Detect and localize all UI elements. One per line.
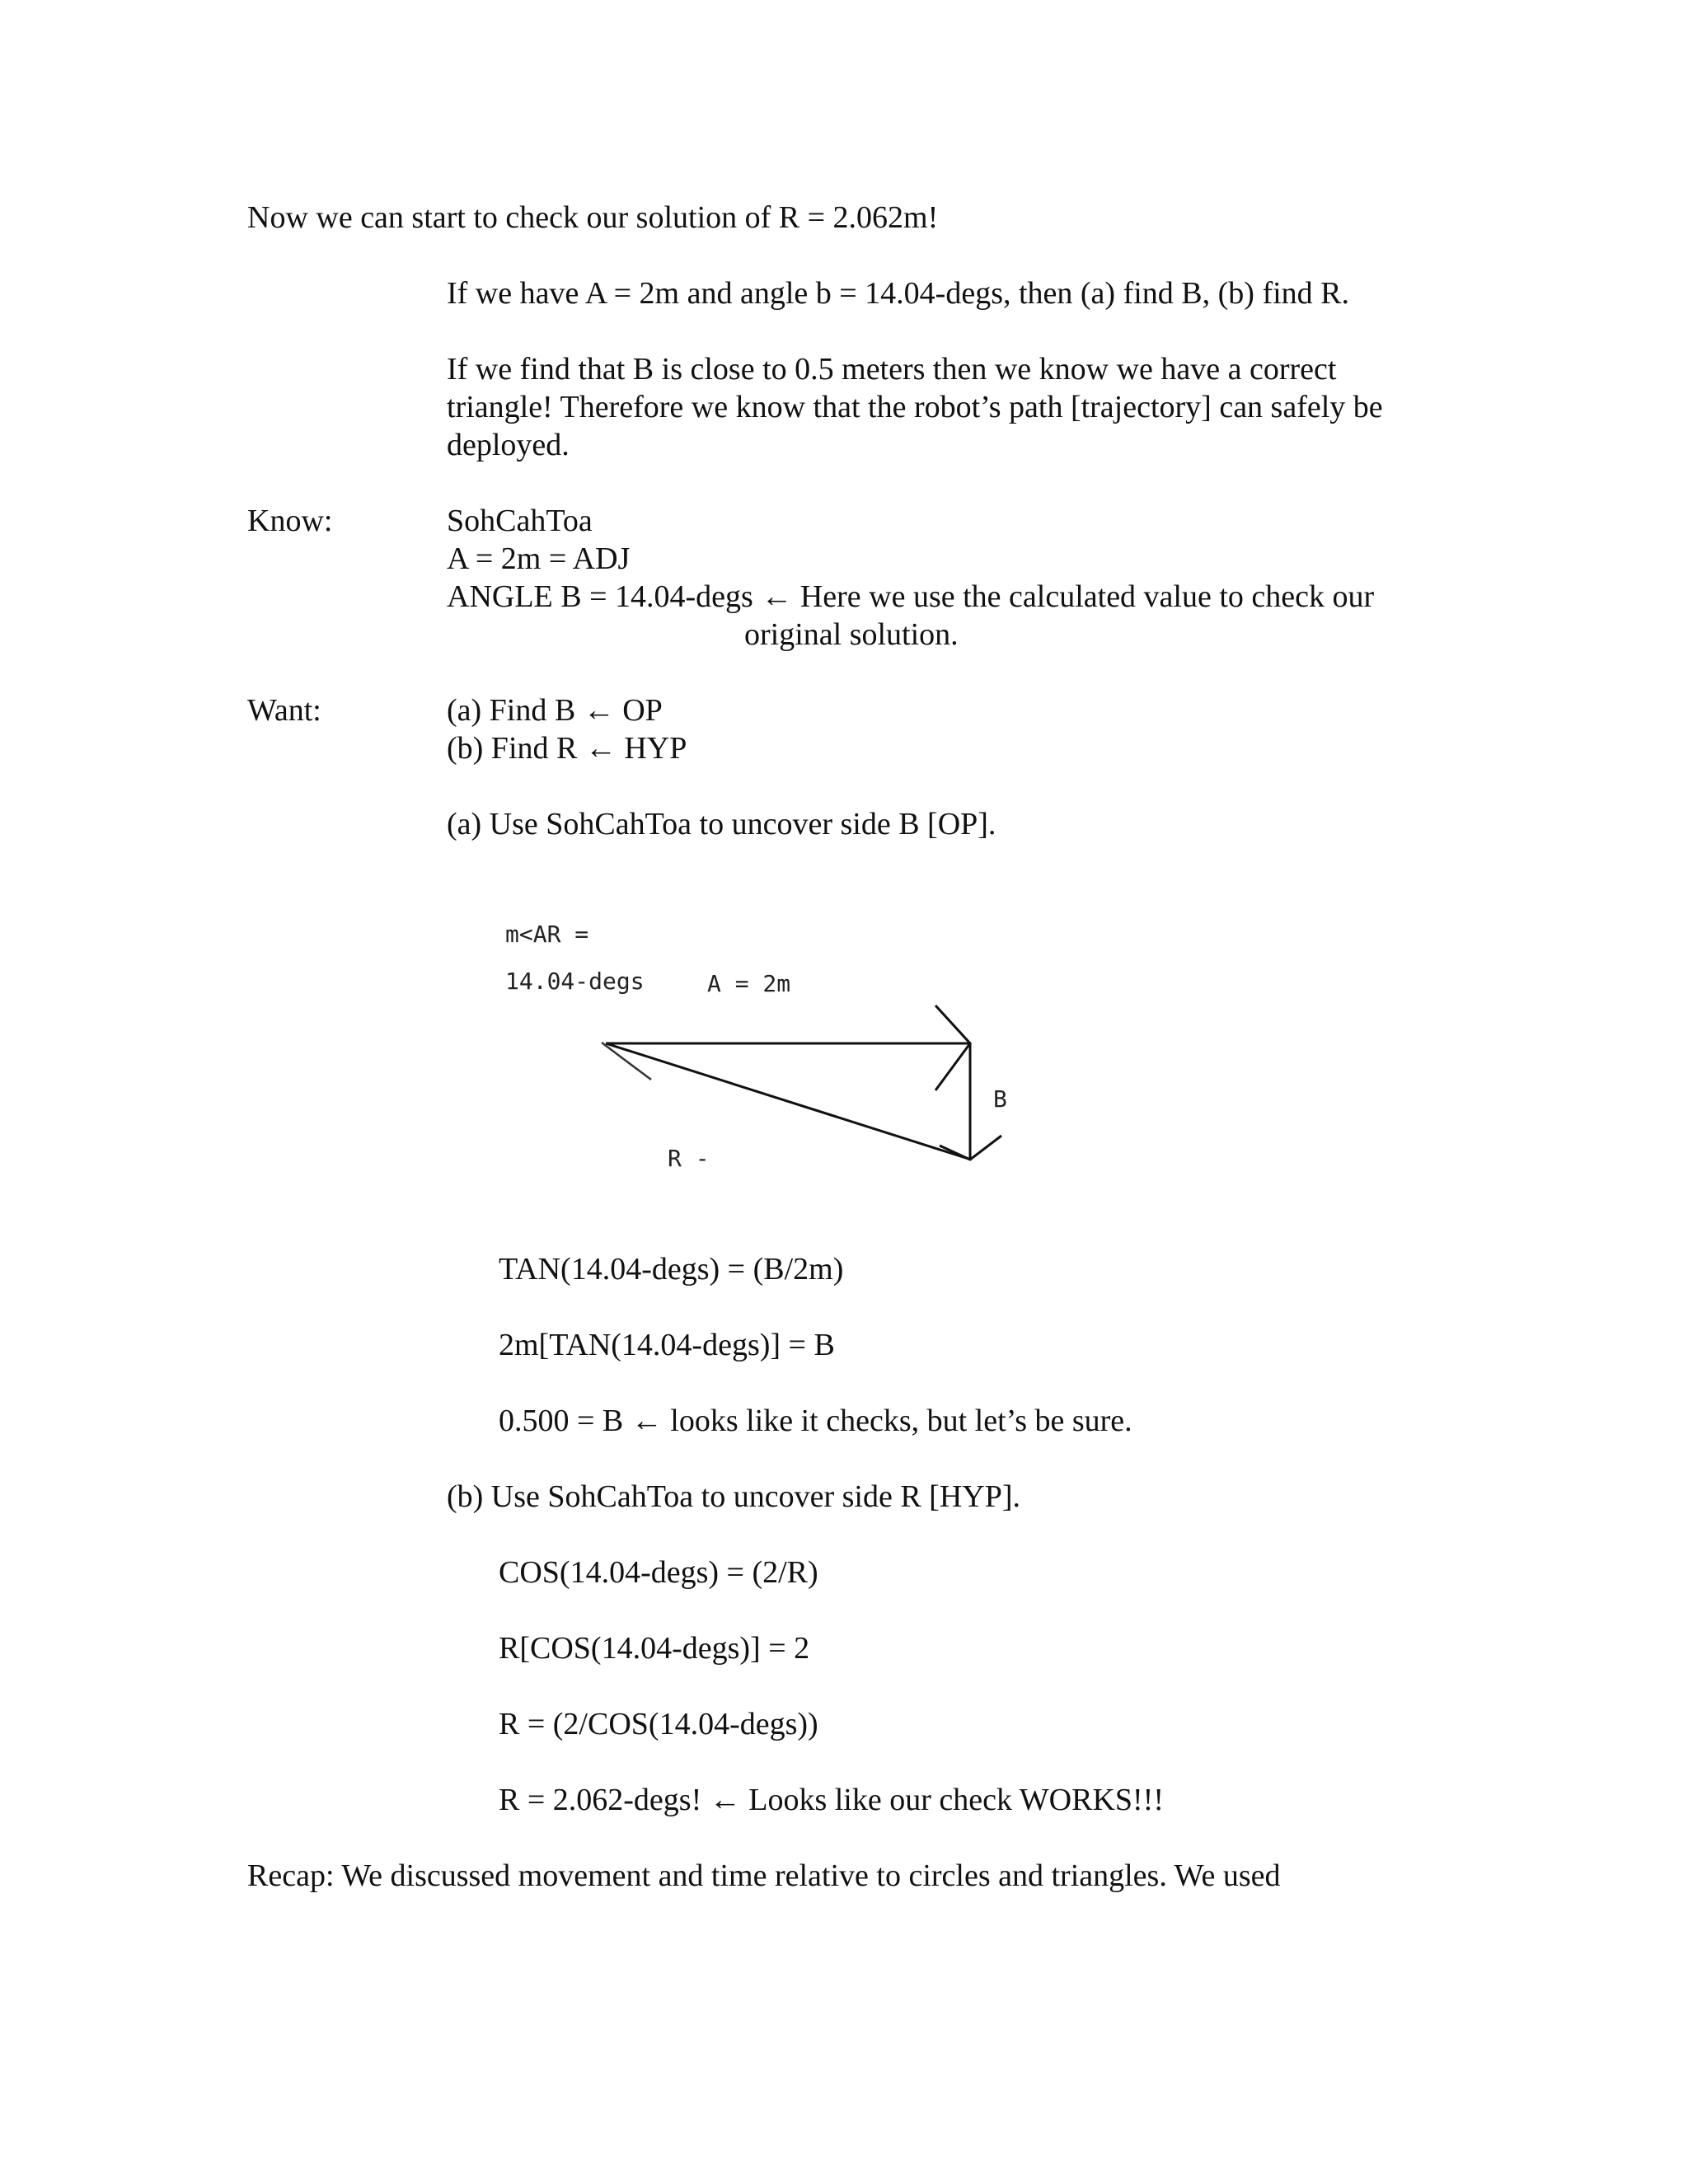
know-label: Know: xyxy=(247,504,333,538)
triangle-diagram xyxy=(495,907,1022,1187)
side-a-label: A = 2m xyxy=(707,970,791,997)
problem-statement: If we have A = 2m and angle b = 14.04-degs, then (a) find B, (b) find R. xyxy=(447,276,1350,311)
know-item: ANGLE B = 14.04-degs ← Here we use the calculated value to check our xyxy=(447,579,1375,614)
angle-label: m<AR = xyxy=(505,921,589,948)
side-r-line xyxy=(606,1043,971,1160)
recap-line: Recap: We discussed movement and time relative to circles and triangles. We used xyxy=(247,1858,1281,1893)
part-a-step: 2m[TAN(14.04-degs)] = B xyxy=(499,1328,835,1362)
know-item: SohCahToa xyxy=(447,504,593,538)
part-a-step: TAN(14.04-degs) = (B/2m) xyxy=(499,1252,844,1286)
side-r-label: R - xyxy=(668,1145,710,1172)
check-paragraph: If we find that B is close to 0.5 meters then we know we have a correct triangle! Therefore we know that the robot’s path [trajectory] can safely be deployed. xyxy=(447,352,1383,462)
arrowhead xyxy=(935,1005,970,1090)
part-a-step: 0.500 = B ← looks like it checks, but let’s be sure. xyxy=(499,1404,1132,1438)
part-b-step: COS(14.04-degs) = (2/R) xyxy=(499,1555,818,1590)
want-label: Want: xyxy=(247,693,321,728)
side-b-label: B xyxy=(993,1085,1007,1113)
angle-label: 14.04-degs xyxy=(505,968,645,995)
angle-pointer-line xyxy=(602,1043,651,1080)
part-b-step: R = (2/COS(14.04-degs)) xyxy=(499,1707,818,1741)
part-b-step: R = 2.062-degs! ← Looks like our check WORKS!!! xyxy=(499,1783,1164,1817)
want-item: (b) Find R ← HYP xyxy=(447,731,687,766)
know-item: original solution. xyxy=(744,617,959,652)
part-b-title: (b) Use SohCahToa to uncover side R [HYP]. xyxy=(447,1479,1021,1514)
intro-line: Now we can start to check our solution of R = 2.062m! xyxy=(247,200,939,235)
know-item: A = 2m = ADJ xyxy=(447,541,631,576)
want-item: (a) Find B ← OP xyxy=(447,693,663,728)
part-a-title: (a) Use SohCahToa to uncover side B [OP]. xyxy=(447,807,996,841)
part-b-step: R[COS(14.04-degs)] = 2 xyxy=(499,1631,810,1666)
